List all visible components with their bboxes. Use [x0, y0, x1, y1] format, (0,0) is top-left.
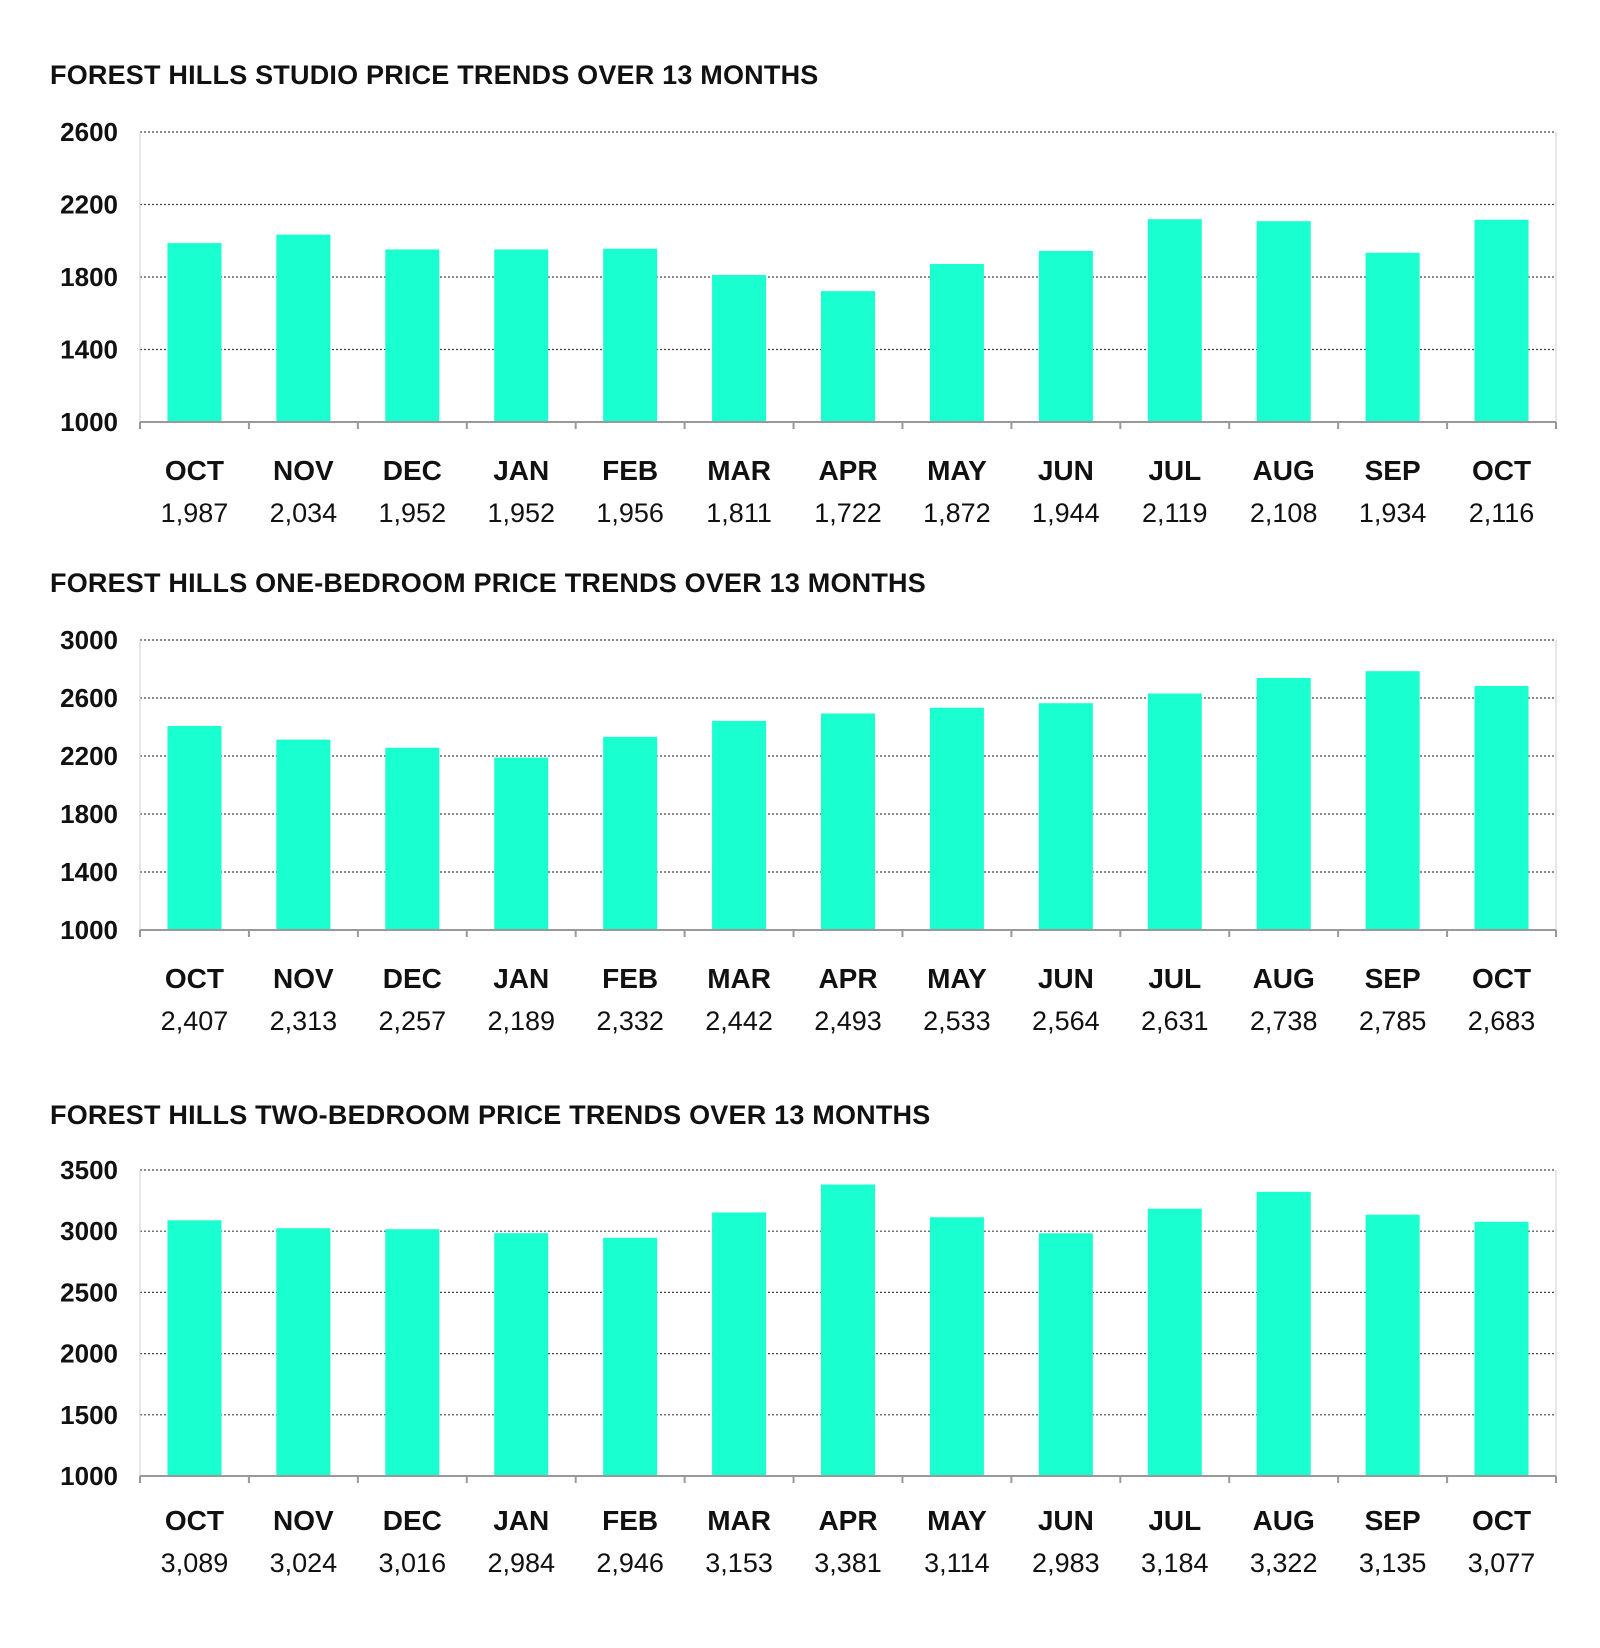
data-label: 2,034 — [269, 498, 338, 528]
x-tick-label: MAY — [927, 455, 987, 486]
y-tick-label: 1400 — [60, 857, 118, 887]
bar — [167, 1220, 221, 1476]
bar — [603, 737, 657, 930]
x-tick-label: NOV — [273, 1505, 334, 1536]
x-tick-label: DEC — [382, 1505, 442, 1536]
two-bedroom-chart-svg — [0, 1100, 1600, 1580]
x-tick-label: JUN — [1037, 455, 1094, 486]
one-bedroom-chart — [0, 568, 1600, 1038]
bar — [385, 748, 439, 930]
data-label: 2,108 — [1249, 498, 1318, 528]
chart-title: FOREST HILLS STUDIO PRICE TRENDS OVER 13 MONTHS — [50, 60, 819, 90]
bar — [712, 275, 766, 422]
y-tick-label: 2200 — [60, 741, 118, 771]
data-label: 1,934 — [1358, 498, 1427, 528]
data-label: 2,313 — [269, 1006, 338, 1036]
bar — [385, 1229, 439, 1476]
chart-title: FOREST HILLS TWO-BEDROOM PRICE TRENDS OVER 13 MONTHS — [50, 1100, 931, 1130]
x-tick-label: DEC — [382, 455, 442, 486]
data-label: 2,533 — [923, 1006, 991, 1036]
bar — [276, 235, 330, 422]
x-tick-label: NOV — [273, 455, 334, 486]
data-label: 3,153 — [705, 1548, 773, 1578]
data-label: 3,322 — [1249, 1548, 1318, 1578]
x-tick-label: MAY — [927, 1505, 987, 1536]
x-tick-label: JUL — [1148, 963, 1202, 994]
x-tick-label: JUN — [1037, 963, 1094, 994]
bar — [930, 1217, 984, 1476]
data-label: 2,189 — [487, 1006, 556, 1036]
bar — [276, 1228, 330, 1476]
bar — [494, 249, 548, 422]
bar — [494, 1233, 548, 1476]
x-tick-label: JAN — [493, 963, 550, 994]
data-label: 3,089 — [160, 1548, 229, 1578]
bar — [494, 758, 548, 930]
data-label: 3,114 — [924, 1548, 990, 1578]
bar — [1257, 678, 1311, 930]
bar — [930, 708, 984, 930]
data-label: 1,872 — [923, 498, 991, 528]
studio-chart-svg — [0, 60, 1600, 530]
data-label: 2,738 — [1249, 1006, 1318, 1036]
bar — [276, 740, 330, 930]
x-tick-label: OCT — [164, 1505, 225, 1536]
x-tick-label: DEC — [382, 963, 442, 994]
y-tick-label: 1500 — [60, 1399, 118, 1430]
bar — [1475, 686, 1529, 930]
data-label: 1,952 — [487, 498, 556, 528]
data-label: 1,952 — [378, 498, 447, 528]
data-label: 2,984 — [487, 1548, 556, 1578]
y-tick-label: 1800 — [60, 262, 118, 292]
data-label: 2,407 — [160, 1006, 229, 1036]
y-tick-label: 1000 — [60, 1461, 118, 1491]
data-label: 2,564 — [1032, 1006, 1100, 1036]
bar — [712, 1212, 766, 1476]
x-tick-label: AUG — [1252, 1505, 1315, 1536]
data-label: 3,135 — [1358, 1548, 1427, 1578]
x-tick-label: OCT — [164, 455, 225, 486]
x-tick-label: OCT — [1471, 963, 1532, 994]
x-tick-label: APR — [818, 455, 878, 486]
bar — [821, 714, 875, 930]
bar — [603, 1238, 657, 1476]
bar — [821, 291, 875, 422]
bar — [167, 243, 221, 422]
data-label: 2,983 — [1032, 1548, 1100, 1578]
bar — [603, 249, 657, 422]
bar — [1039, 1233, 1093, 1476]
bar — [1148, 1209, 1202, 1476]
bar — [1148, 219, 1202, 422]
y-tick-label: 3500 — [60, 1155, 118, 1185]
x-tick-label: FEB — [602, 455, 659, 486]
x-tick-label: AUG — [1252, 455, 1315, 486]
chart-title: FOREST HILLS ONE-BEDROOM PRICE TRENDS OVER 13 MONTHS — [50, 568, 926, 598]
y-tick-label: 2000 — [60, 1338, 118, 1369]
x-tick-label: MAR — [707, 455, 771, 486]
bar — [1257, 221, 1311, 422]
bar — [1257, 1192, 1311, 1476]
y-tick-label: 2500 — [60, 1277, 118, 1308]
data-label: 2,493 — [814, 1006, 882, 1036]
y-tick-label: 1000 — [60, 915, 118, 945]
y-tick-label: 2600 — [60, 117, 118, 147]
data-label: 3,016 — [378, 1548, 447, 1578]
data-label: 1,987 — [160, 498, 229, 528]
data-label: 1,811 — [706, 498, 772, 528]
bar — [930, 264, 984, 422]
bar — [712, 721, 766, 930]
data-label: 2,257 — [378, 1006, 447, 1036]
data-label: 3,024 — [269, 1548, 338, 1578]
x-tick-label: APR — [818, 963, 878, 994]
x-tick-label: OCT — [1471, 455, 1532, 486]
y-tick-label: 1000 — [60, 407, 118, 437]
x-tick-label: JUL — [1148, 455, 1202, 486]
data-label: 2,332 — [596, 1006, 664, 1036]
y-tick-label: 3000 — [60, 1216, 118, 1247]
x-tick-label: AUG — [1252, 963, 1315, 994]
data-label: 1,956 — [596, 498, 664, 528]
x-tick-label: JAN — [493, 455, 550, 486]
x-tick-label: SEP — [1364, 1505, 1421, 1536]
y-tick-label: 1800 — [60, 799, 118, 829]
bar — [821, 1185, 875, 1476]
x-tick-label: MAY — [927, 963, 987, 994]
bar — [1039, 703, 1093, 930]
bar — [1366, 1215, 1420, 1476]
x-tick-label: OCT — [164, 963, 225, 994]
data-label: 3,381 — [814, 1548, 882, 1578]
two-bedroom-chart — [0, 1100, 1600, 1580]
data-label: 2,116 — [1468, 498, 1535, 528]
one-bedroom-chart-svg — [0, 568, 1600, 1038]
x-tick-label: OCT — [1471, 1505, 1532, 1536]
bar — [1039, 251, 1093, 422]
bar — [1475, 220, 1529, 422]
studio-chart — [0, 60, 1600, 530]
x-tick-label: JUL — [1148, 1505, 1202, 1536]
x-tick-label: JUN — [1037, 1505, 1094, 1536]
y-tick-label: 3000 — [60, 625, 118, 655]
x-tick-label: NOV — [273, 963, 334, 994]
data-label: 2,946 — [596, 1548, 664, 1578]
x-tick-label: SEP — [1364, 455, 1421, 486]
data-label: 3,077 — [1467, 1548, 1536, 1578]
data-label: 2,785 — [1358, 1006, 1427, 1036]
bar — [167, 726, 221, 930]
x-tick-label: SEP — [1364, 963, 1421, 994]
data-label: 2,631 — [1140, 1006, 1209, 1036]
y-tick-label: 2200 — [60, 189, 118, 220]
bar — [1366, 671, 1420, 930]
data-label: 2,683 — [1467, 1006, 1536, 1036]
bar — [385, 249, 439, 422]
bar — [1366, 253, 1420, 422]
x-tick-label: MAR — [707, 963, 771, 994]
data-label: 1,722 — [814, 498, 882, 528]
y-tick-label: 2600 — [60, 683, 118, 713]
x-tick-label: JAN — [493, 1505, 550, 1536]
y-tick-label: 1400 — [60, 334, 118, 365]
bar — [1148, 694, 1202, 930]
data-label: 3,184 — [1140, 1548, 1209, 1578]
x-tick-label: APR — [818, 1505, 878, 1536]
data-label: 2,442 — [705, 1006, 773, 1036]
x-tick-label: FEB — [602, 1505, 659, 1536]
x-tick-label: MAR — [707, 1505, 771, 1536]
bar — [1475, 1222, 1529, 1476]
data-label: 2,119 — [1141, 498, 1208, 528]
x-tick-label: FEB — [602, 963, 659, 994]
data-label: 1,944 — [1032, 498, 1100, 528]
